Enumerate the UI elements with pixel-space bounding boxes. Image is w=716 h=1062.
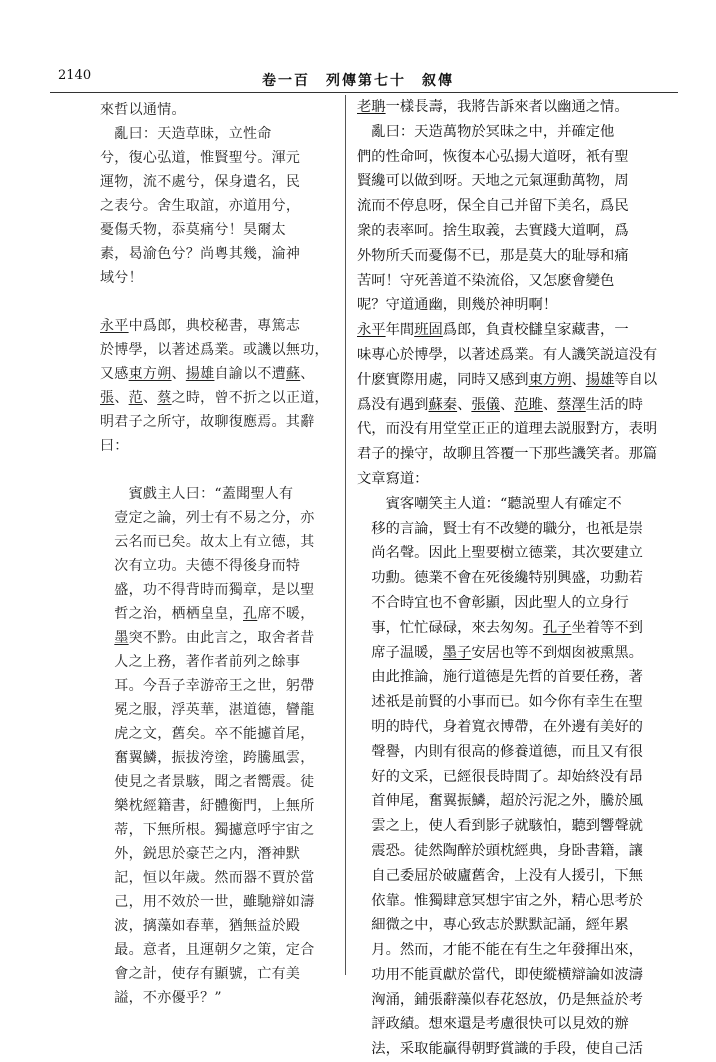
text-line: 由此推論，施行道德是先哲的首要任務，著	[357, 669, 643, 686]
text-line: 什麽實際用處，同時又感到東方朔、揚雄等自以	[357, 371, 658, 388]
text-line: 外物所夭而憂傷不已，那是莫大的耻辱和痛	[357, 247, 629, 264]
text-line: 謚，不亦優乎？”	[100, 990, 222, 1006]
text-line: 於博學，以著述爲業。或譏以無功，	[100, 342, 329, 358]
text-line: 法，采取能贏得朝野賞識的手段，使自己活	[357, 1041, 643, 1058]
text-line: 衆的表率呵。捨生取義，去實踐大道啊，爲	[357, 222, 629, 239]
text-line: 最。意者，且運朝夕之策，定合	[100, 942, 315, 958]
text-line: 月。然而，才能不能在有生之年發揮出來，	[357, 942, 643, 959]
text-line: 流而不停息呀，保全自己并留下美名，爲民	[357, 198, 629, 215]
text-line: 永平年間班固爲郎，負責校讎皇家藏書，一	[357, 322, 629, 339]
text-line: 記，恒以年歲。然而器不賈於當	[100, 870, 315, 886]
text-line: 墨突不黔。由此言之，取舍者昔	[114, 630, 315, 646]
text-line: 云名而已矣。故太上有立德，其	[100, 534, 315, 550]
text-line: 洶涌，鋪張辭藻似春花怒放，仍是無益於考	[357, 991, 643, 1008]
text-line: 文章寫道：	[357, 470, 429, 487]
text-line: 會之計，使存有顯號，亡有美	[100, 966, 301, 982]
running-title: 卷一百 列傳第七十 叙傳	[262, 73, 454, 89]
classical-text-column	[100, 98, 338, 1010]
text-line: 好的文采，已經很長時間了。却始終没有昂	[357, 768, 643, 785]
text-line: 代，而没有用堂堂正正的道理去説服對方，表明	[357, 421, 658, 438]
text-line: 震恐。徒然陶醉於頭枕經典，身卧書籍，讓	[357, 842, 643, 859]
text-line: 細微之中，專心致志於默默記誦，經年累	[357, 917, 629, 934]
text-line: 席子温暖，墨子安居也等不到烟囱被熏黑。	[357, 644, 643, 661]
text-line: 波，摛藻如春華，猶無益於殿	[100, 918, 301, 934]
text-line: 又感東方朔、揚雄自諭以不遭蘇、	[100, 366, 315, 382]
text-line: 亂曰：天造萬物於冥昧之中，并確定他	[357, 123, 615, 140]
text-line	[100, 290, 338, 314]
text-line: 盛，功不得背時而獨章，是以聖	[100, 582, 315, 598]
text-line: 張、范、蔡之時，曾不折之以正道，	[100, 390, 329, 406]
text-line: 域兮！	[100, 270, 143, 286]
text-line: 明君子之所守，故聊復應焉。其辭	[100, 414, 315, 430]
text-line: 哲之治，栖栖皇皇，孔席不暖，	[100, 606, 315, 622]
text-line: 移的言論，賢士有不改變的職分，也衹是崇	[357, 520, 643, 537]
text-line: 苦呵！守死善道不染流俗，又怎麽會變色	[357, 272, 615, 289]
text-line: 君子的操守，故聊且答覆一下那些譏笑者。那篇	[357, 446, 658, 463]
text-line: 述祇是前賢的小事而已。如今你有幸生在聖	[357, 694, 643, 711]
text-line	[100, 458, 338, 482]
page-number: 2140	[58, 68, 92, 83]
text-line: 素，曷渝色兮？尚粵其幾，淪神	[100, 246, 301, 262]
translation-text-column	[357, 95, 663, 1062]
text-line: 己，用不效於一世，雖馳辯如濤	[100, 894, 315, 910]
text-line: 亂曰：天造草昧，立性命	[100, 126, 272, 142]
text-line: 賓戲主人曰：“蓋聞聖人有	[100, 486, 294, 502]
text-line: 自己委屈於破廬舊舍，上没有人援引，下無	[357, 867, 643, 884]
column-divider	[345, 95, 346, 975]
text-line: 樂枕經籍書，紆體衡門，上無所	[100, 798, 315, 814]
text-line: 永平中爲郎，典校秘書，專篤志	[100, 318, 301, 334]
text-line: 奮翼鱗，振拔洿塗，跨騰風雲，	[100, 750, 315, 766]
text-line: 次有立功。夫德不得後身而特	[100, 558, 301, 574]
text-line: 虎之文，舊矣。卒不能攄首尾，	[100, 726, 315, 742]
text-line: 兮，復心弘道，惟賢聖兮。渾元	[100, 150, 301, 166]
header-rule	[50, 92, 678, 93]
text-line: 使見之者景駭，聞之者嚮震。徒	[100, 774, 315, 790]
text-line: 人之上務，著作者前列之餘事	[100, 654, 301, 670]
text-line: 賓客嘲笑主人道：“聽説聖人有確定不	[357, 495, 622, 512]
text-line: 功勳。德業不會在死後纔特别興盛，功勳若	[357, 570, 643, 587]
text-line: 味專心於博學，以著述爲業。有人譏笑説這没有	[357, 346, 658, 363]
text-line: 首伸尾，奮翼振鱗，超於污泥之外，騰於風	[357, 793, 643, 810]
text-line: 蒂，下無所根。獨攄意呼宇宙之	[100, 822, 315, 838]
text-line: 憂傷夭物，忝莫痛兮！昊爾太	[100, 222, 286, 238]
text-line: 外，鋭思於豪芒之内，潛神默	[100, 846, 301, 862]
text-line: 之表兮。舍生取誼，亦道用兮，	[100, 198, 301, 214]
text-line: 們的性命呵，恢復本心弘揚大道呀，衹有聖	[357, 148, 629, 165]
text-line: 事，忙忙碌碌，來去匆匆。孔子坐着等不到	[357, 619, 643, 636]
text-line: 呢？守道通幽，則幾於神明啊！	[357, 297, 558, 314]
text-line: 功用不能貢獻於當代，即使縱横辯論如波濤	[357, 966, 643, 983]
text-line: 爲没有遇到蘇秦、張儀、范雎、蔡澤生活的時	[357, 396, 643, 413]
text-line: 明的時代，身着寬衣博帶，在外邊有美好的	[357, 718, 643, 735]
text-line: 曰：	[100, 438, 129, 454]
text-line: 不合時宜也不會彰顯，因此聖人的立身行	[357, 594, 629, 611]
text-line: 耳。今吾子幸游帝王之世，躬帶	[100, 678, 315, 694]
text-line: 賢纔可以做到呀。天地之元氣運動萬物，周	[357, 173, 629, 190]
text-line: 依靠。惟獨肆意冥想宇宙之外，精心思考於	[357, 892, 643, 909]
text-line: 冕之服，浮英華，湛道德，矕龍	[100, 702, 315, 718]
text-line: 老聃一樣長壽，我將告訴來者以幽通之情。	[357, 99, 629, 115]
text-line: 來哲以通情。	[100, 102, 186, 118]
text-line: 聲譽，内則有很高的修養道德，而且又有很	[357, 743, 643, 760]
text-line: 雲之上，使人看到影子就駭怕，聽到響聲就	[357, 818, 643, 835]
text-line: 評政績。想來還是考慮很快可以見效的辦	[357, 1016, 629, 1033]
text-line: 壹定之論，列士有不易之分，亦	[100, 510, 315, 526]
text-line: 運物，流不處兮，保身遺名，民	[100, 174, 301, 190]
text-line: 尚名聲。因此上聖要樹立德業，其次要建立	[357, 545, 643, 562]
